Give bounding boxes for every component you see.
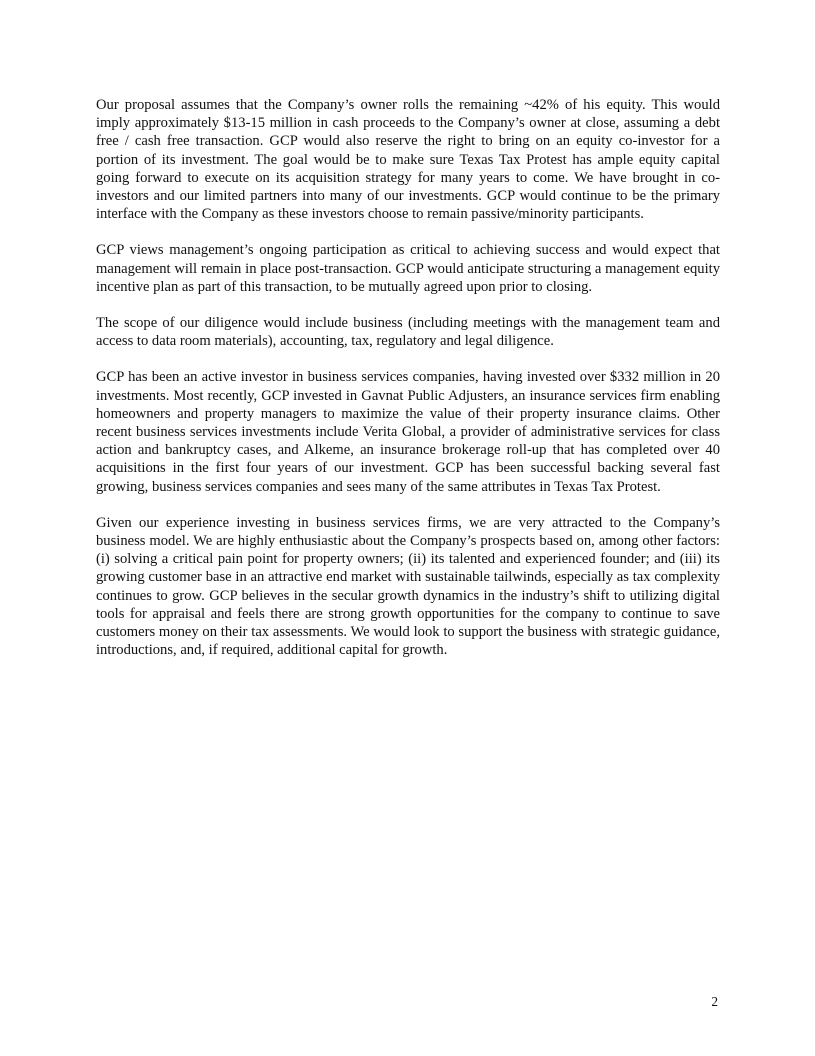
paragraph-diligence-scope: The scope of our diligence would include business (including meetings with the management team and access to data room materials), accounting, tax, regulatory and legal diligence.	[96, 315, 720, 350]
page-number: 2	[711, 994, 718, 1009]
document-body	[96, 96, 720, 659]
paragraph-rollover-terms: Our proposal assumes that the Company’s owner rolls the remaining ~42% of his equity. This would imply approximately $13-15 million in cash proceeds to the Company’s owner at close, assuming a debt free / cash free transaction. GCP would also reserve the right to bring on an equity co-investor for a portion of its investment. The goal would be to make sure Texas Tax Protest has ample equity capital going forward to execute on its acquisition strategy for many years to come. We have brought in co-investors and our limited partners into many of our investments. GCP would continue to be the primary interface with the Company as these investors choose to remain passive/minority participants.	[96, 97, 720, 223]
paragraph-investment-thesis: Given our experience investing in business services firms, we are very attracted to the Company’s business model. We are highly enthusiastic about the Company’s prospects based on, among other factors: (i) solving a critical pain point for property owners; (ii) its talented and experienced founder; and (iii) its growing customer base in an attractive end market with sustainable tailwinds, especially as tax complexity continues to grow. GCP believes in the secular growth dynamics in the industry’s shift to utilizing digital tools for appraisal and feels there are strong growth opportunities for the company to continue to save customers money on their tax assessments. We would look to support the business with strategic guidance, introductions, and, if required, additional capital for growth.	[96, 514, 720, 659]
paragraph-investment-experience: GCP has been an active investor in business services companies, having invested over $332 million in 20 investments. Most recently, GCP invested in Gavnat Public Adjusters, an insurance services firm enabling homeowners and property managers to maximize the value of their property insurance claims. Other recent business services investments include Verita Global, a provider of administrative services for class action and bankruptcy cases, and Alkeme, an insurance brokerage roll-up that has completed over 40 acquisitions in the first four years of our investment. GCP has been successful backing several fast growing, business services companies and sees many of the same attributes in Texas Tax Protest.	[96, 369, 720, 495]
paragraph-management-participation: GCP views management’s ongoing participation as critical to achieving success and would expect that management will remain in place post-transaction. GCP would anticipate structuring a management equity incentive plan as part of this transaction, to be mutually agreed upon prior to closing.	[96, 242, 720, 295]
